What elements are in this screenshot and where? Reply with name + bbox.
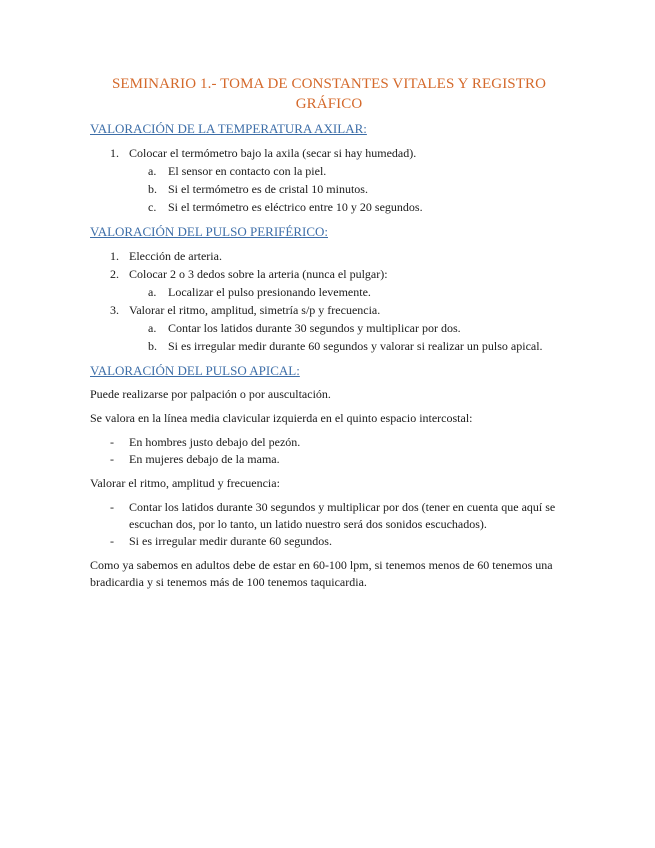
list-marker: - (110, 534, 114, 548)
sub-list-item (90, 162, 568, 180)
list-item (90, 247, 568, 265)
apical-assessment-list (90, 499, 568, 550)
list-item-text: Colocar 2 o 3 dedos sobre la arteria (nunca el pulgar): (129, 267, 388, 281)
paragraph: Puede realizarse por palpación o por auscultación. (90, 387, 331, 401)
temperatura-steps (90, 144, 568, 216)
list-marker: c. (148, 200, 157, 214)
list-marker: - (110, 500, 114, 514)
list-marker: - (110, 435, 114, 449)
list-item (90, 499, 568, 533)
paragraph: Como ya sabemos en adultos debe de estar en 60-100 lpm, si tenemos menos de 60 tenemos una bradicardia y si tenemos más de 100 tenemos taquicardia. (90, 558, 553, 589)
list-marker: 3. (110, 303, 119, 317)
list-item-text: Si el termómetro es de cristal 10 minutos. (168, 182, 368, 196)
list-item-text: Colocar el termómetro bajo la axila (secar si hay humedad). (129, 146, 417, 160)
section-heading-temperatura: VALORACIÓN DE LA TEMPERATURA AXILAR: (90, 121, 367, 136)
paragraph: Se valora en la línea media clavicular izquierda en el quinto espacio intercostal: (90, 411, 473, 425)
pulso-periferico-steps (90, 247, 568, 355)
list-item-text: Contar los latidos durante 30 segundos y multiplicar por dos (tener en cuenta que aquí se escuchan dos, por lo tanto, un latido nuestro será dos sonidos escuchados). (129, 500, 556, 531)
list-item (90, 434, 568, 451)
list-marker: - (110, 452, 114, 466)
list-item (90, 301, 568, 319)
list-item-text: Si el termómetro es eléctrico entre 10 y 20 segundos. (168, 200, 423, 214)
list-item-text: Si es irregular medir durante 60 segundos y valorar si realizar un pulso apical. (168, 339, 543, 353)
sub-list-item (90, 198, 568, 216)
list-item (90, 265, 568, 283)
list-item-text: En hombres justo debajo del pezón. (129, 435, 301, 449)
list-marker: b. (148, 182, 157, 196)
document-title: SEMINARIO 1.- TOMA DE CONSTANTES VITALES Y REGISTRO GRÁFICO (111, 76, 547, 112)
list-marker: a. (148, 285, 157, 299)
list-item (90, 451, 568, 468)
list-item-text: Si es irregular medir durante 60 segundos. (129, 534, 332, 548)
list-marker: 1. (110, 249, 119, 263)
list-marker: 2. (110, 267, 119, 281)
list-item-text: El sensor en contacto con la piel. (168, 164, 327, 178)
list-marker: a. (148, 321, 157, 335)
apical-location-list (90, 434, 568, 468)
list-item-text: Elección de arteria. (129, 249, 222, 263)
list-item (90, 533, 568, 550)
list-item (90, 144, 568, 162)
list-item-text: Contar los latidos durante 30 segundos y multiplicar por dos. (168, 321, 461, 335)
section-heading-pulso-apical: VALORACIÓN DEL PULSO APICAL: (90, 363, 300, 378)
sub-list-item (90, 319, 568, 337)
list-item-text: Localizar el pulso presionando levemente. (168, 285, 371, 299)
sub-list-item (90, 337, 568, 355)
list-marker: a. (148, 164, 157, 178)
sub-list-item (90, 180, 568, 198)
list-item-text: En mujeres debajo de la mama. (129, 452, 280, 466)
list-marker: b. (148, 339, 157, 353)
section-heading-pulso-periferico: VALORACIÓN DEL PULSO PERIFÉRICO: (90, 224, 328, 239)
paragraph: Valorar el ritmo, amplitud y frecuencia: (90, 476, 280, 490)
list-marker: 1. (110, 146, 119, 160)
document-body (90, 74, 568, 598)
list-item-text: Valorar el ritmo, amplitud, simetría s/p y frecuencia. (129, 303, 381, 317)
sub-list-item (90, 283, 568, 301)
